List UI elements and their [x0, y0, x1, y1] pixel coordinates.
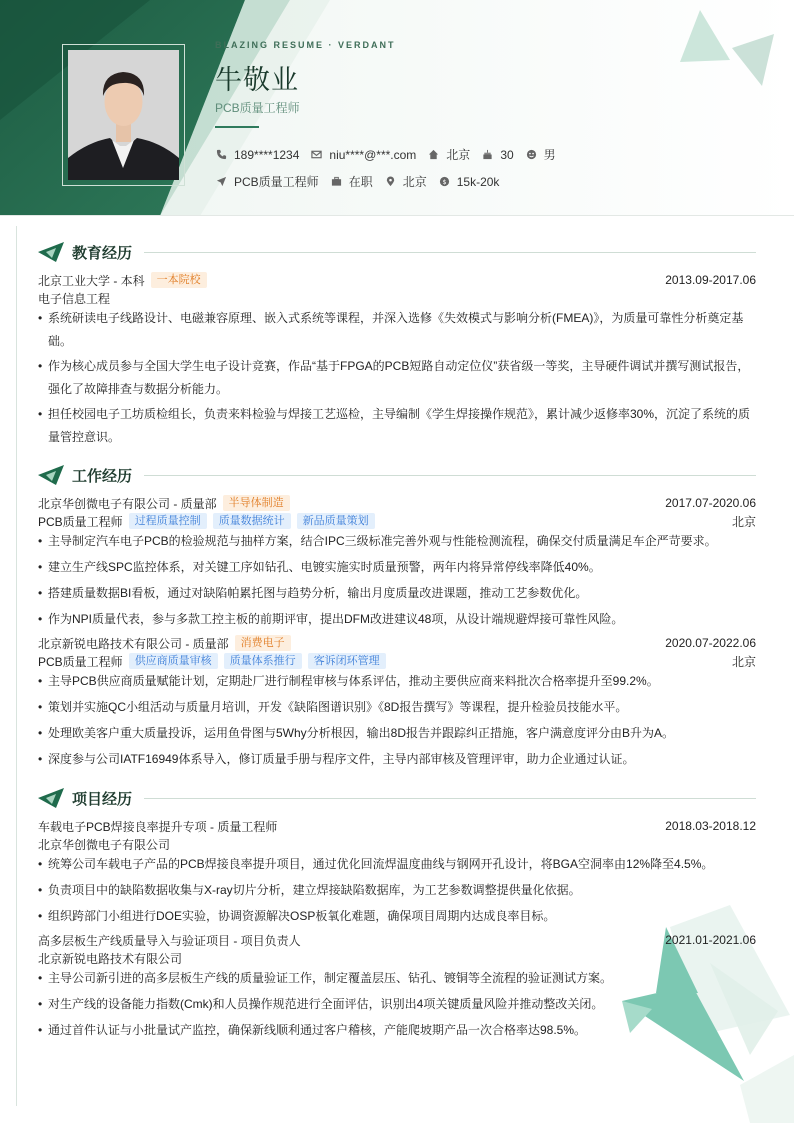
skill-tag: 过程质量控制 [129, 513, 207, 529]
education-entry-header [38, 271, 756, 289]
job-position-line [38, 512, 756, 530]
briefcase-icon [331, 176, 342, 187]
candidate-role: PCB质量工程师 [215, 101, 300, 115]
list-item: • 搭建质量数据BI看板，通过对缺陷帕累托图与趋势分析，输出月度质量改进课题，推动工艺参数优化。 [38, 582, 756, 605]
list-item: • 建立生产线SPC监控体系，对关键工序如钻孔、电镀实施实时质量预警，两年内将异常停线率降低40%。 [38, 556, 756, 579]
resume-header [0, 0, 794, 216]
skill-tag: 质量体系推行 [224, 653, 302, 669]
job-position-line [38, 652, 756, 670]
list-item: • 担任校园电子工坊质检组长，负责来料检验与焊接工艺巡检，主导编制《学生焊接操作规范》，累计减少返修率30%，沉淀了系统的质量管控意识。 [38, 403, 756, 449]
work-heading: 工作经历 [38, 464, 756, 486]
residence: 北京 [428, 146, 470, 163]
company-name: 北京华创微电子有限公司 - 质量部 [38, 496, 217, 511]
list-item: • 通过首件认证与小批量试产监控，确保新线顺利通过客户稽核，产能爬坡期产品一次合格率达98.5%。 [38, 1019, 756, 1042]
gender: 男 [526, 146, 556, 163]
list-item: • 系统研读电子线路设计、电磁兼容原理、嵌入式系统等课程，并深入选修《失效模式与影响分析(FMEA)》，为质量可靠性分析奠定基础。 [38, 307, 756, 353]
job-intent-row [216, 173, 511, 190]
salary-icon [439, 176, 450, 187]
company-name: 北京新锐电路技术有限公司 - 质量部 [38, 636, 229, 651]
resume-tagline: BLAZING RESUME · VERDANT [215, 40, 396, 50]
gender-icon [526, 149, 537, 160]
job-position: PCB质量工程师 [38, 514, 123, 529]
employment-status: 在职 [331, 173, 373, 190]
project-company: 北京新锐电路技术有限公司 [38, 951, 183, 966]
svg-text:$: $ [442, 177, 447, 186]
phone: 189****1234 [216, 148, 299, 162]
project-period: 2018.03-2018.12 [665, 819, 756, 833]
job-period: 2017.07-2020.06 [665, 496, 756, 510]
list-item: • 处理欧美客户重大质量投诉，运用鱼骨图与5Why分析根因，输出8D报告并跟踪纠正措施，客户满意度评分由B升为A。 [38, 722, 756, 745]
project-name: 高多层板生产线质量导入与验证项目 - 项目负责人 [38, 933, 301, 948]
avatar [68, 50, 179, 180]
education-period: 2013.09-2017.06 [665, 273, 756, 287]
job-position: PCB质量工程师 [38, 654, 123, 669]
list-item: • 策划并实施QC小组活动与质量月培训，开发《缺陷图谱识别》《8D报告撰写》等课程，提升检验员技能水平。 [38, 696, 756, 719]
industry-tag: 消费电子 [235, 635, 291, 651]
project-company: 北京华创微电子有限公司 [38, 837, 171, 852]
job-period: 2020.07-2022.06 [665, 636, 756, 650]
skill-tag: 新品质量策划 [297, 513, 375, 529]
cake-icon [482, 149, 493, 160]
industry-tag: 半导体制造 [223, 495, 290, 511]
list-item: • 主导PCB供应商质量赋能计划，定期赴厂进行制程审核与体系评估，推动主要供应商来料批次合格率提升至99.2%。 [38, 670, 756, 693]
age: 30 [482, 148, 513, 162]
job-header [38, 634, 756, 652]
project-header [38, 817, 756, 835]
target-position: PCB质量工程师 [216, 173, 319, 190]
list-item: • 统筹公司车载电子产品的PCB焊接良率提升项目，通过优化回流焊温度曲线与钢网开孔设计，将BGA空洞率由12%降至4.5%。 [38, 853, 756, 876]
section-arrow-icon [38, 242, 64, 262]
skill-tag: 供应商质量审核 [129, 653, 218, 669]
list-item: • 作为NPI质量代表，参与多款工控主板的前期评审，提出DFM改进建议48项，从设计端规避焊接可靠性风险。 [38, 608, 756, 631]
photo-frame [62, 44, 185, 186]
school-name: 北京工业大学 - 本科 [38, 273, 145, 288]
job-city: 北京 [731, 654, 756, 669]
home-icon [428, 149, 439, 160]
project-company-line [38, 949, 756, 967]
phone-icon [216, 149, 227, 160]
job-city: 北京 [731, 514, 756, 529]
list-item: • 主导公司新引进的高多层板生产线的质量验证工作，制定覆盖层压、钻孔、镀铜等全流程的验证测试方案。 [38, 967, 756, 990]
education-major-line [38, 289, 756, 307]
left-rule [16, 226, 17, 1106]
project-period: 2021.01-2021.06 [665, 933, 756, 947]
section-arrow-icon [38, 465, 64, 485]
list-item: • 作为核心成员参与全国大学生电子设计竞赛，作品“基于FPGA的PCB短路自动定位仪”获省级一等奖，主导硬件调试并撰写测试报告，强化了故障排查与数据分析能力。 [38, 355, 756, 401]
list-item: • 对生产线的设备能力指数(Cmk)和人员操作规范进行全面评估，识别出4项关键质量风险并推动整改关闭。 [38, 993, 756, 1016]
project-header [38, 931, 756, 949]
candidate-name: 牛敬业 [215, 65, 299, 95]
projects-heading: 项目经历 [38, 787, 756, 809]
email: niu****@***.com [311, 148, 416, 162]
school-tag: 一本院校 [151, 272, 207, 288]
project-company-line [38, 835, 756, 853]
project-name: 车载电子PCB焊接良率提升专项 - 质量工程师 [38, 819, 278, 834]
contact-row [216, 146, 568, 163]
expected-salary: $ 15k-20k [439, 175, 500, 189]
list-item: • 主导制定汽车电子PCB的检验规范与抽样方案，结合IPC三级标准完善外观与性能检测流程，确保交付质量满足车企严苛要求。 [38, 530, 756, 553]
major: 电子信息工程 [38, 291, 111, 306]
section-arrow-icon [38, 788, 64, 808]
title-underline [215, 126, 259, 128]
skill-tag: 客诉闭环管理 [308, 653, 386, 669]
location-icon [385, 176, 396, 187]
list-item: • 深度参与公司IATF16949体系导入，修订质量手册与程序文件，主导内部审核及管理评审，助力企业通过认证。 [38, 748, 756, 771]
skill-tag: 质量数据统计 [213, 513, 291, 529]
job-header [38, 494, 756, 512]
mail-icon [311, 149, 322, 160]
target-city: 北京 [385, 173, 427, 190]
education-heading: 教育经历 [38, 241, 756, 263]
list-item: • 组织跨部门小组进行DOE实验，协调资源解决OSP板氧化难题，确保项目周期内达成良率目标。 [38, 905, 756, 928]
send-icon [216, 176, 227, 187]
list-item: • 负责项目中的缺陷数据收集与X-ray切片分析，建立焊接缺陷数据库，为工艺参数调整提供量化依据。 [38, 879, 756, 902]
